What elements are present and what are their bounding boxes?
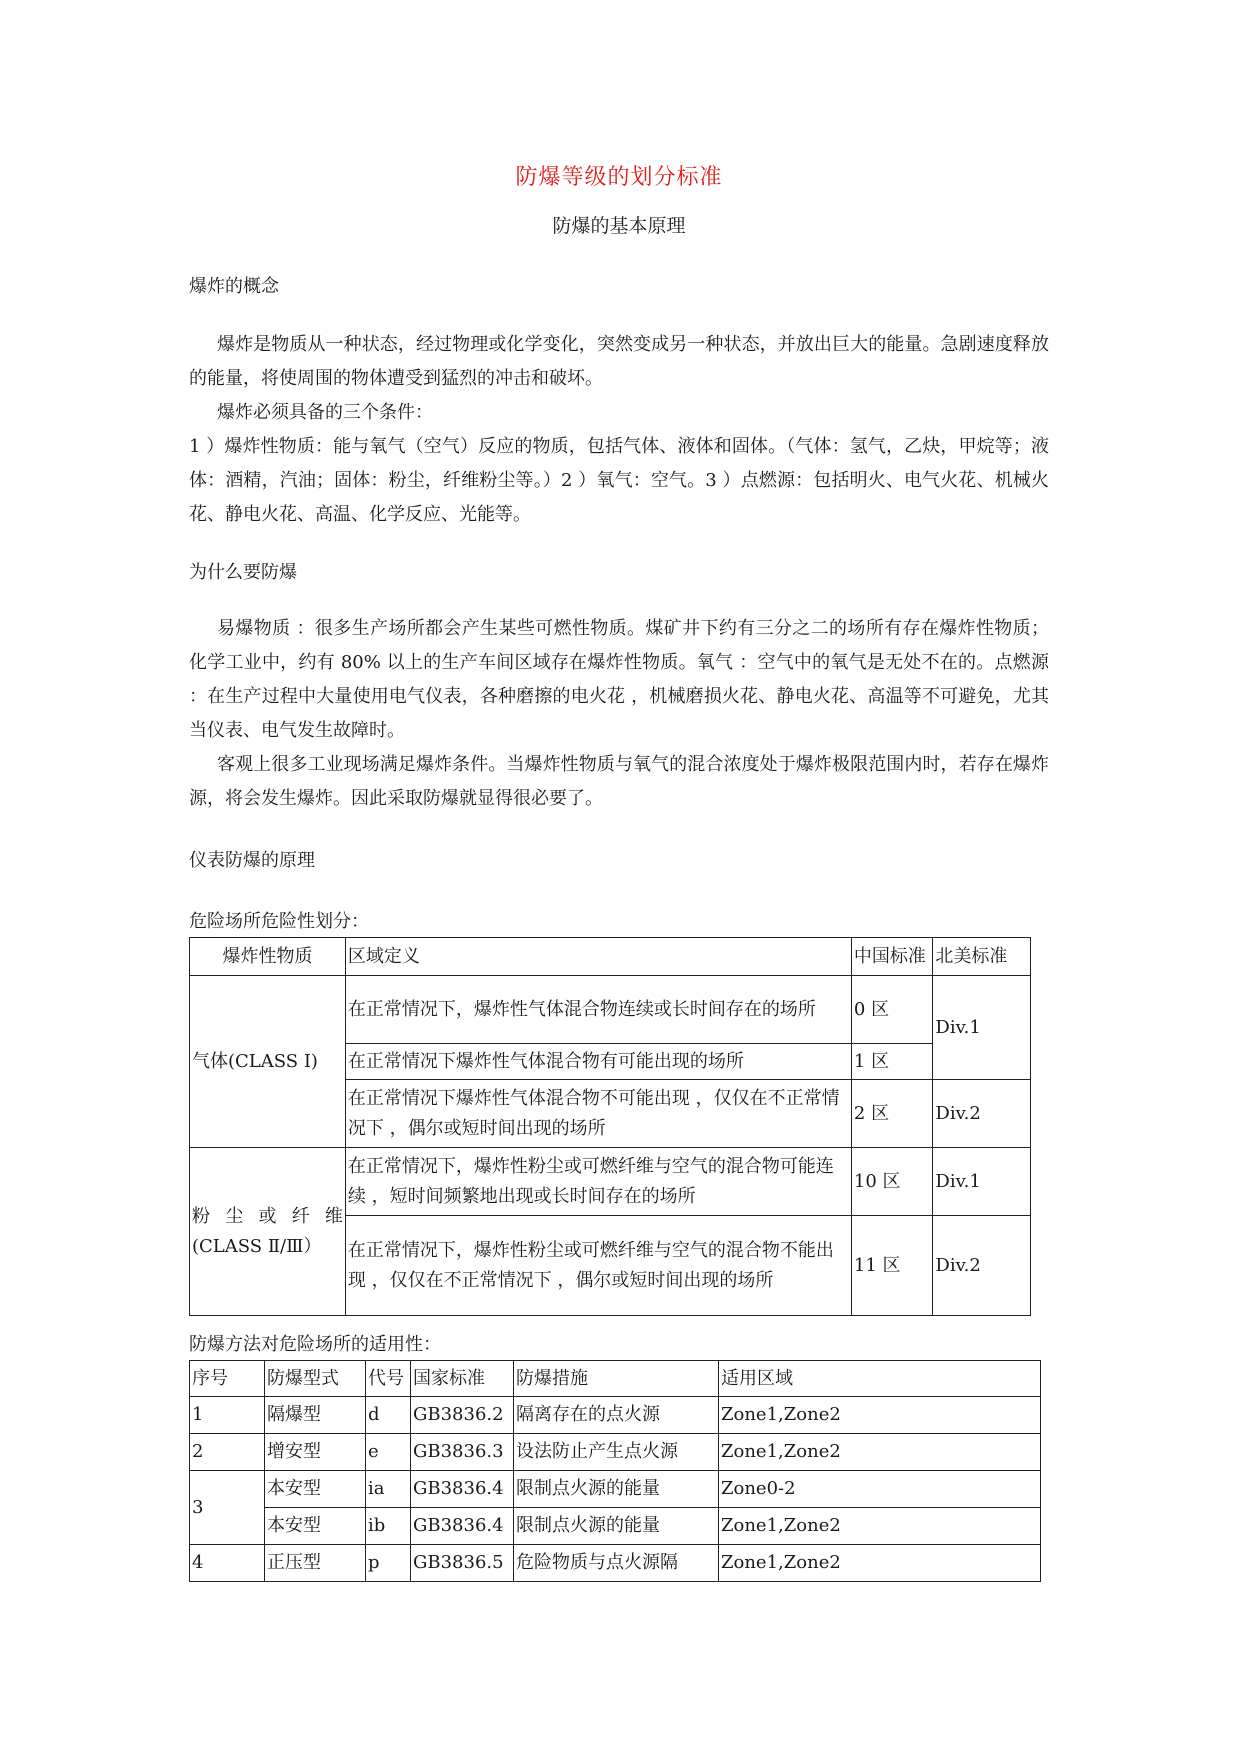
table-header-cell: 序号 xyxy=(190,1361,265,1397)
table-header-cell: 北美标准 xyxy=(933,938,1031,976)
paragraph: 爆炸是物质从一种状态，经过物理或化学变化，突然变成另一种状态，并放出巨大的能量。急剧速度释放的能量，将使周围的物体遭受到猛烈的冲击和破坏。 xyxy=(189,334,1049,389)
section-explosion-concept-body xyxy=(189,328,1049,532)
paragraph: 1 ）爆炸性物质：能与氧气（空气）反应的物质，包括气体、液体和固体。（气体：氢气，乙炔，甲烷等；液体：酒精，汽油；固体：粉尘，纤维粉尘等。）2 ）氧气：空气。3 ）点燃源：包括明火、电气火花、机械火花、静电火花、高温、化学反应、光能等。 xyxy=(189,436,1049,525)
table-cell: Zone0-2 xyxy=(719,1471,1041,1508)
dust-class-label: 粉 尘 或 纤 维 xyxy=(192,1205,343,1227)
table-cell: d xyxy=(366,1397,411,1434)
table-row xyxy=(190,976,1031,1044)
china-standard-cell: 2 区 xyxy=(851,1080,932,1148)
table-cell: 限制点火源的能量 xyxy=(514,1508,719,1545)
table-row xyxy=(190,1508,1041,1545)
section-heading-explosion-concept: 爆炸的概念 xyxy=(189,276,279,297)
table-cell: p xyxy=(366,1545,411,1582)
table-row xyxy=(190,1397,1041,1434)
table-header-row xyxy=(190,938,1031,976)
paragraph: 客观上很多工业现场满足爆炸条件。当爆炸性物质与氧气的混合浓度处于爆炸极限范围内时，若存在爆炸源，将会发生爆炸。因此采取防爆就显得很必要了。 xyxy=(189,754,1049,809)
table-cell: 正压型 xyxy=(265,1545,366,1582)
china-standard-cell: 1 区 xyxy=(851,1044,932,1080)
section-why-explosion-proof-body xyxy=(189,612,1049,816)
gas-class-cell: 气体(CLASS Ⅰ) xyxy=(190,976,346,1148)
table-header-cell: 代号 xyxy=(366,1361,411,1397)
table-cell: 隔爆型 xyxy=(265,1397,366,1434)
table-cell: GB3836.2 xyxy=(411,1397,514,1434)
table-cell: 2 xyxy=(190,1434,265,1471)
table-cell: ib xyxy=(366,1508,411,1545)
north-america-standard-cell: Div.1 xyxy=(933,976,1031,1080)
table-cell: 本安型 xyxy=(265,1471,366,1508)
table-header-cell: 防爆型式 xyxy=(265,1361,366,1397)
zone-definition-cell: 在正常情况下，爆炸性粉尘或可燃纤维与空气的混合物可能连续 ，短时间频繁地出现或长时间存在的场所 xyxy=(345,1148,851,1216)
table-cell: 限制点火源的能量 xyxy=(514,1471,719,1508)
table-cell: 4 xyxy=(190,1545,265,1582)
table-cell: 本安型 xyxy=(265,1508,366,1545)
document-subtitle: 防爆的基本原理 xyxy=(552,215,686,237)
table-header-cell: 区域定义 xyxy=(345,938,851,976)
paragraph: 爆炸必须具备的三个条件： xyxy=(217,402,433,423)
hazard-zone-table xyxy=(189,937,1031,1316)
table-cell: 隔离存在的点火源 xyxy=(514,1397,719,1434)
table-cell: GB3836.5 xyxy=(411,1545,514,1582)
table-header-cell: 国家标准 xyxy=(411,1361,514,1397)
table-row xyxy=(190,1434,1041,1471)
north-america-standard-cell: Div.2 xyxy=(933,1216,1031,1316)
table-header-cell: 中国标准 xyxy=(851,938,932,976)
dust-class-cell xyxy=(190,1148,346,1316)
paragraph: 易爆物质 ：很多生产场所都会产生某些可燃性物质。煤矿井下约有三分之二的场所有存在爆炸性物质；化学工业中，约有 80% 以上的生产车间区域存在爆炸性物质。氧气 ：空气中的氧气是无处不在的。点燃源 ：在生产过程中大量使用电气仪表，各种磨擦的电火花 ，机械磨损火花、静电火花、高温等不可避免，尤其当仪表、电气发生故障时。 xyxy=(189,618,1049,741)
section-heading-instrument-principle: 仪表防爆的原理 xyxy=(189,850,315,871)
table-cell: Zone1,Zone2 xyxy=(719,1434,1041,1471)
table-cell: 增安型 xyxy=(265,1434,366,1471)
north-america-standard-cell: Div.2 xyxy=(933,1080,1031,1148)
table-cell: ia xyxy=(366,1471,411,1508)
table-cell: 3 xyxy=(190,1471,265,1545)
table-cell: e xyxy=(366,1434,411,1471)
table-header-cell: 防爆措施 xyxy=(514,1361,719,1397)
table-cell: 1 xyxy=(190,1397,265,1434)
table-cell: GB3836.4 xyxy=(411,1471,514,1508)
china-standard-cell: 11 区 xyxy=(851,1216,932,1316)
table1-caption: 危险场所危险性划分： xyxy=(189,911,369,932)
table-cell: Zone1,Zone2 xyxy=(719,1545,1041,1582)
table-cell: 危险物质与点火源隔 xyxy=(514,1545,719,1582)
table-cell: 设法防止产生点火源 xyxy=(514,1434,719,1471)
document-title: 防爆等级的划分标准 xyxy=(515,165,723,190)
zone-definition-cell: 在正常情况下，爆炸性粉尘或可燃纤维与空气的混合物不能出现 ，仅仅在不正常情况下 ，偶尔或短时间出现的场所 xyxy=(345,1216,851,1316)
table-row xyxy=(190,1545,1041,1582)
dust-class-code: (CLASS Ⅱ/Ⅲ） xyxy=(192,1235,322,1257)
table-header-cell: 爆炸性物质 xyxy=(190,938,346,976)
table2-caption: 防爆方法对危险场所的适用性： xyxy=(189,1334,441,1355)
table-row xyxy=(190,1471,1041,1508)
protection-method-table xyxy=(189,1360,1041,1582)
table-cell: Zone1,Zone2 xyxy=(719,1397,1041,1434)
section-heading-why-explosion-proof: 为什么要防爆 xyxy=(189,562,297,583)
table-header-cell: 适用区域 xyxy=(719,1361,1041,1397)
zone-definition-cell: 在正常情况下爆炸性气体混合物不可能出现 ，仅仅在不正常情况下 ，偶尔或短时间出现的场所 xyxy=(345,1080,851,1148)
north-america-standard-cell: Div.1 xyxy=(933,1148,1031,1216)
china-standard-cell: 0 区 xyxy=(851,976,932,1044)
china-standard-cell: 10 区 xyxy=(851,1148,932,1216)
table-header-row xyxy=(190,1361,1041,1397)
table-cell: GB3836.4 xyxy=(411,1508,514,1545)
table-cell: Zone1,Zone2 xyxy=(719,1508,1041,1545)
table-row xyxy=(190,1148,1031,1216)
zone-definition-cell: 在正常情况下爆炸性气体混合物有可能出现的场所 xyxy=(345,1044,851,1080)
table-cell: GB3836.3 xyxy=(411,1434,514,1471)
zone-definition-cell: 在正常情况下，爆炸性气体混合物连续或长时间存在的场所 xyxy=(345,976,851,1044)
